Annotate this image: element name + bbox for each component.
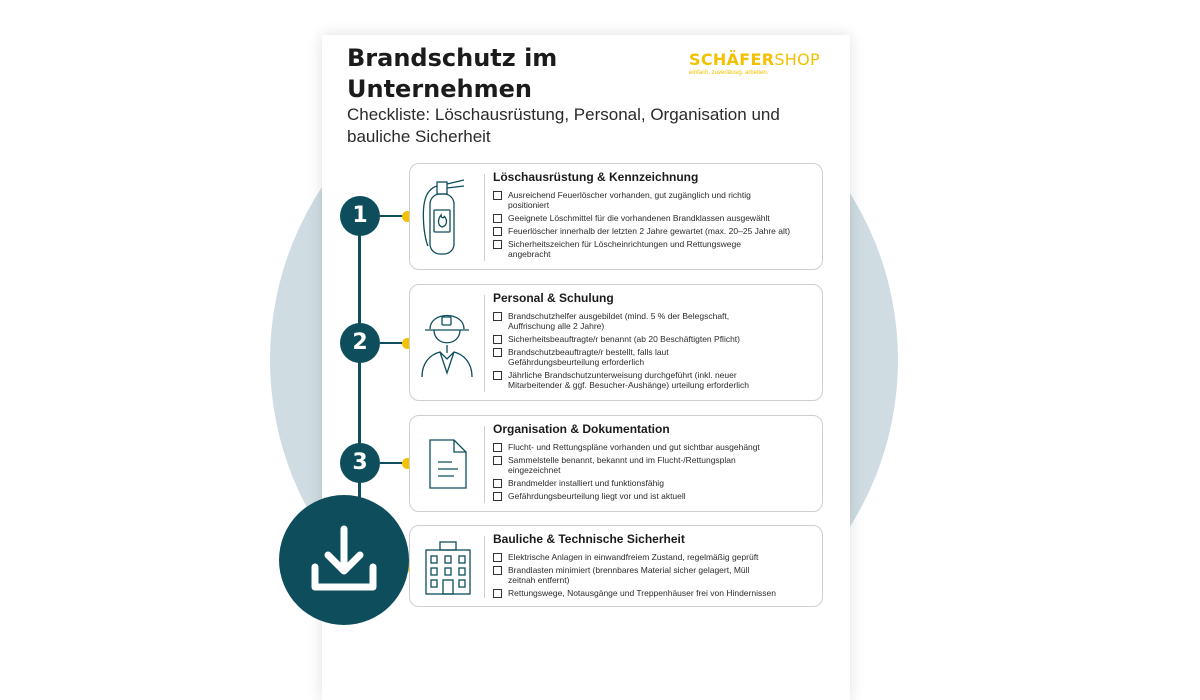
- section-title: Organisation & Dokumentation: [493, 422, 670, 436]
- checklist-item[interactable]: Geeignete Löschmittel für die vorhandenen Brandklassen ausgewählt: [493, 213, 811, 223]
- checklist-item[interactable]: Ausreichend Feuerlöscher vorhanden, gut zugänglich und richtig positioniert: [493, 190, 811, 210]
- card-divider: [484, 536, 485, 598]
- checklist-item[interactable]: Sammelstelle benannt, bekannt und im Flucht-/Rettungsplan eingezeichnet: [493, 455, 811, 475]
- fire-extinguisher-icon: [418, 172, 478, 267]
- checklist-item[interactable]: Rettungswege, Notausgänge und Treppenhäuser frei von Hindernissen: [493, 588, 811, 598]
- checklist-item[interactable]: Sicherheitsbeauftragte/r benannt (ab 20 Beschäftigten Pflicht): [493, 334, 811, 344]
- checklist-item[interactable]: Brandmelder installiert und funktionsfähig: [493, 478, 811, 488]
- document-icon: [418, 436, 478, 497]
- checkbox[interactable]: [493, 335, 502, 344]
- firefighter-icon: [418, 307, 478, 384]
- section-title: Bauliche & Technische Sicherheit: [493, 532, 685, 546]
- section-card-personal: [409, 284, 823, 401]
- checklist-item[interactable]: Flucht- und Rettungspläne vorhanden und gut sichtbar ausgehängt: [493, 442, 811, 452]
- card-divider: [484, 426, 485, 503]
- checklist-item[interactable]: Sicherheitszeichen für Löscheinrichtungen und Rettungswege angebracht: [493, 239, 811, 259]
- step-number-3: 3: [340, 443, 380, 483]
- checkbox[interactable]: [493, 456, 502, 465]
- section-title: Personal & Schulung: [493, 291, 614, 305]
- checkbox[interactable]: [493, 492, 502, 501]
- checkbox[interactable]: [493, 371, 502, 380]
- checklist-item[interactable]: Brandschutzhelfer ausgebildet (mind. 5 % der Belegschaft, Auffrischung alle 2 Jahre): [493, 311, 811, 331]
- checklist-item[interactable]: Feuerlöscher innerhalb der letzten 2 Jahre gewartet (max. 20–25 Jahre alt): [493, 226, 811, 236]
- checkbox[interactable]: [493, 214, 502, 223]
- checklist-item[interactable]: Brandlasten minimiert (brennbares Material sicher gelagert, Müll zeitnah entfernt): [493, 565, 811, 585]
- section-card-loeschausruestung: [409, 163, 823, 270]
- document-subtitle: Checkliste: Löschausrüstung, Personal, Organisation und bauliche Sicherheit: [347, 105, 780, 146]
- section-title: Löschausrüstung & Kennzeichnung: [493, 170, 699, 184]
- step-number-1: 1: [340, 196, 380, 236]
- checkbox[interactable]: [493, 553, 502, 562]
- section-card-bauliche-sicherheit: [409, 525, 823, 607]
- checkbox[interactable]: [493, 240, 502, 249]
- checklist-item[interactable]: Gefährdungsbeurteilung liegt vor und ist aktuell: [493, 491, 811, 501]
- building-icon: [418, 538, 478, 603]
- checklist-item[interactable]: Brandschutzbeauftragte/r bestellt, falls laut Gefährdungsbeurteilung erforderlich: [493, 347, 811, 367]
- checkbox[interactable]: [493, 443, 502, 452]
- card-divider: [484, 174, 485, 261]
- checkbox[interactable]: [493, 191, 502, 200]
- brand-logo: SCHÄFERSHOP einfach. zuverlässig. arbeiten.: [689, 50, 820, 76]
- section-card-organisation: [409, 415, 823, 512]
- checkbox[interactable]: [493, 479, 502, 488]
- download-icon: [279, 495, 409, 625]
- checkbox[interactable]: [493, 589, 502, 598]
- checklist-item[interactable]: Elektrische Anlagen in einwandfreiem Zustand, regelmäßig geprüft: [493, 552, 811, 562]
- step-number-2: 2: [340, 323, 380, 363]
- checkbox[interactable]: [493, 312, 502, 321]
- download-button[interactable]: [279, 495, 409, 625]
- checkbox[interactable]: [493, 566, 502, 575]
- checkbox[interactable]: [493, 348, 502, 357]
- document-title: Brandschutz im Unternehmen: [347, 44, 558, 103]
- checkbox[interactable]: [493, 227, 502, 236]
- checklist-item[interactable]: Jährliche Brandschutzunterweisung durchgeführt (inkl. neuer Mitarbeitender & ggf. Besucher-Aushänge) urteilung erforderlich: [493, 370, 811, 390]
- card-divider: [484, 295, 485, 392]
